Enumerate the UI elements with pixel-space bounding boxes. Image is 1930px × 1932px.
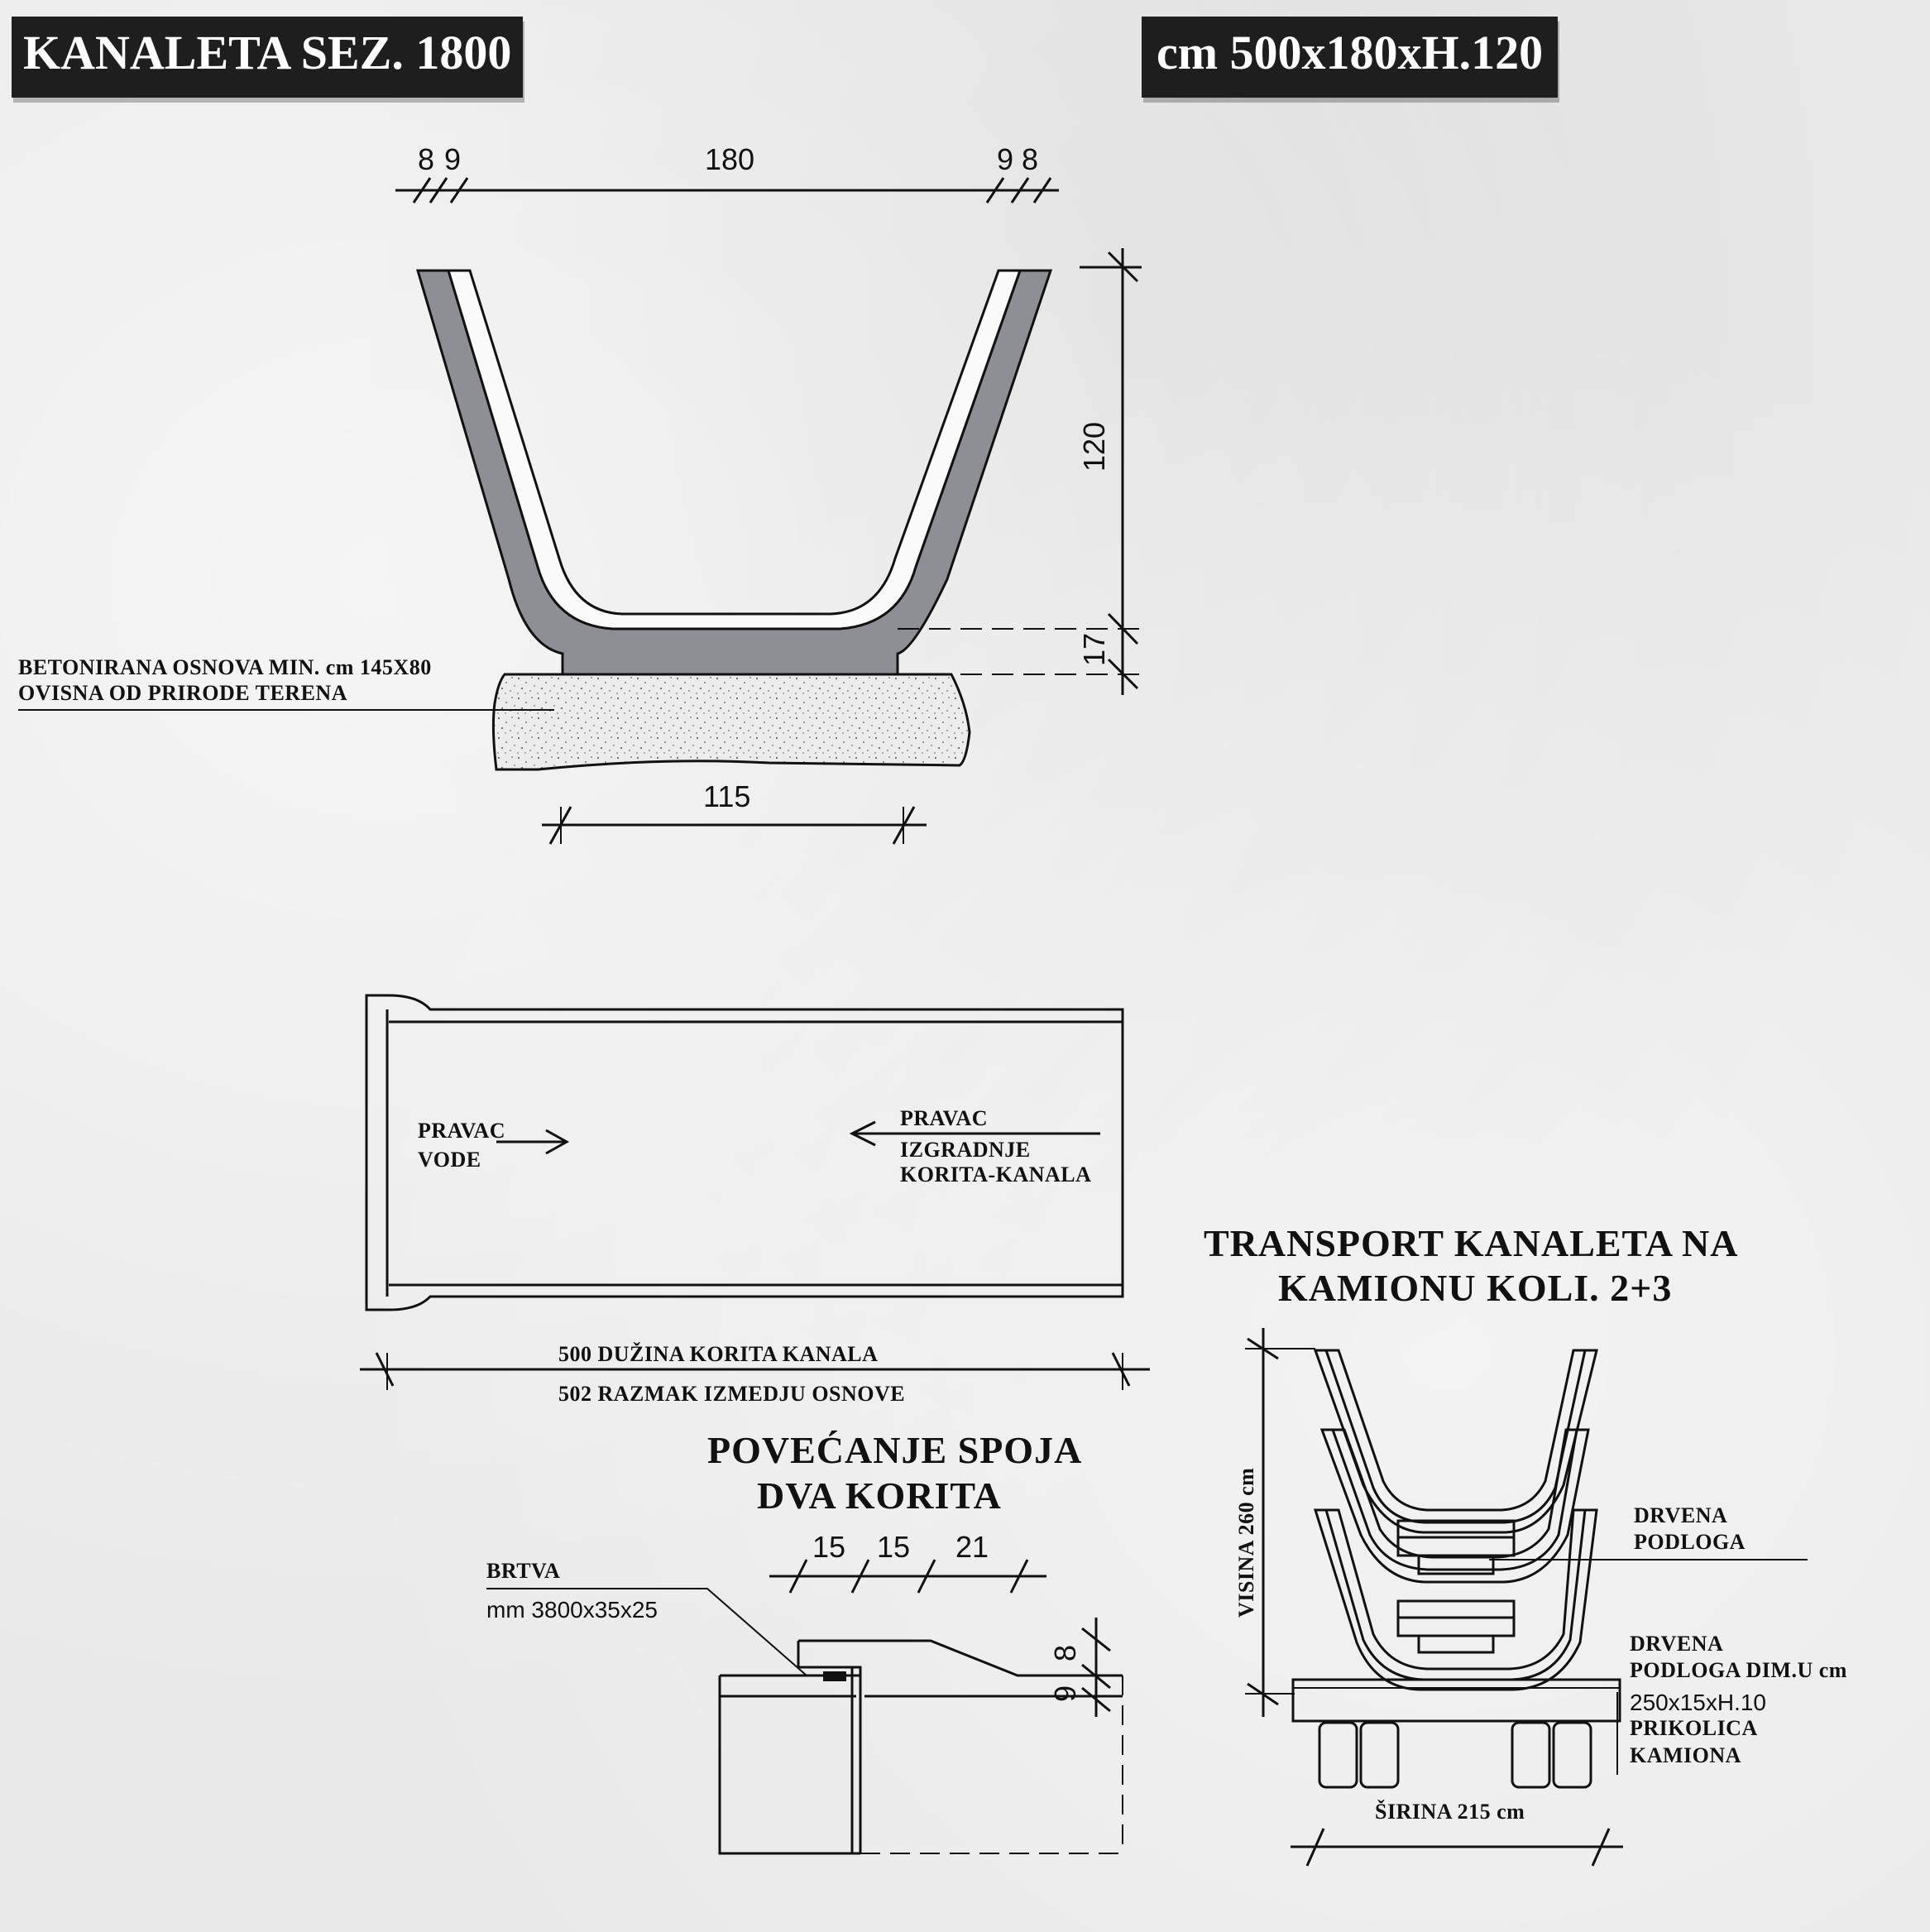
base-board-label-5: KAMIONA	[1630, 1743, 1741, 1767]
base-board-label-4: PRIKOLICA	[1630, 1716, 1758, 1740]
joint-dim-1: 15	[812, 1530, 846, 1564]
joint-dim-3: 21	[955, 1530, 989, 1564]
gasket	[823, 1671, 846, 1681]
joint-title-line2: DVA KORITA	[757, 1474, 1002, 1517]
build-direction-label-1: PRAVAC	[900, 1106, 989, 1130]
base-label-line1: BETONIRANA OSNOVA MIN. cm 145X80	[18, 655, 432, 679]
dim-base-width: 115	[703, 779, 751, 813]
gasket-size: mm 3800x35x25	[486, 1597, 658, 1623]
support-label-2: PODLOGA	[1634, 1530, 1746, 1554]
length-label: 500 DUŽINA KORITA KANALA	[558, 1342, 879, 1366]
transport-title-line1: TRANSPORT KANALETA NA	[1204, 1222, 1739, 1264]
drawing-title: KANALETA SEZ. 1800	[23, 26, 512, 79]
concrete-base	[493, 674, 970, 769]
transport-detail	[1204, 1222, 1847, 1866]
spacing-label: 502 RAZMAK IZMEDJU OSNOVE	[558, 1382, 906, 1406]
plan-view	[360, 995, 1150, 1406]
base-board-label-1: DRVENA	[1630, 1632, 1724, 1656]
water-direction-label-1: PRAVAC	[418, 1119, 506, 1143]
dim-left-inner: 9	[444, 142, 462, 176]
dim-top-width: 180	[705, 142, 755, 176]
joint-detail	[486, 1429, 1123, 1853]
joint-title-line1: POVEĆANJE SPOJA	[707, 1429, 1083, 1471]
transport-height-label: VISINA 260 cm	[1234, 1467, 1258, 1618]
dim-left-outer: 8	[418, 142, 435, 176]
water-direction-label-2: VODE	[418, 1148, 481, 1172]
build-direction-label-2: IZGRADNJE	[900, 1138, 1031, 1162]
dim-right-inner: 9	[997, 142, 1014, 176]
transport-width-label: ŠIRINA 215 cm	[1375, 1800, 1525, 1824]
joint-dim-vertical-1: 8	[1048, 1644, 1082, 1661]
dim-bottom: 17	[1077, 632, 1111, 666]
gasket-label: BRTVA	[486, 1559, 561, 1583]
truck-wheels	[1319, 1723, 1591, 1787]
drawing-dimensions: cm 500x180xH.120	[1157, 26, 1544, 79]
base-board-label-3: 250x15xH.10	[1630, 1690, 1767, 1715]
cross-section	[18, 142, 1142, 844]
base-board-label-2: PODLOGA DIM.U cm	[1630, 1658, 1847, 1682]
support-label-1: DRVENA	[1634, 1503, 1728, 1527]
dim-height: 120	[1077, 421, 1111, 472]
transport-title-line2: KAMIONU KOLI. 2+3	[1278, 1267, 1673, 1309]
dim-right-outer: 8	[1022, 142, 1039, 176]
truck-bed-board	[1293, 1680, 1620, 1721]
joint-dim-2: 15	[877, 1530, 911, 1564]
water-direction-arrow	[496, 1130, 567, 1153]
wooden-supports	[1398, 1521, 1514, 1652]
build-direction-label-3: KORITA-KANALA	[900, 1163, 1092, 1187]
joint-dim-vertical-2: 9	[1048, 1685, 1082, 1702]
base-label-line2: OVISNA OD PRIRODE TERENA	[18, 681, 347, 705]
